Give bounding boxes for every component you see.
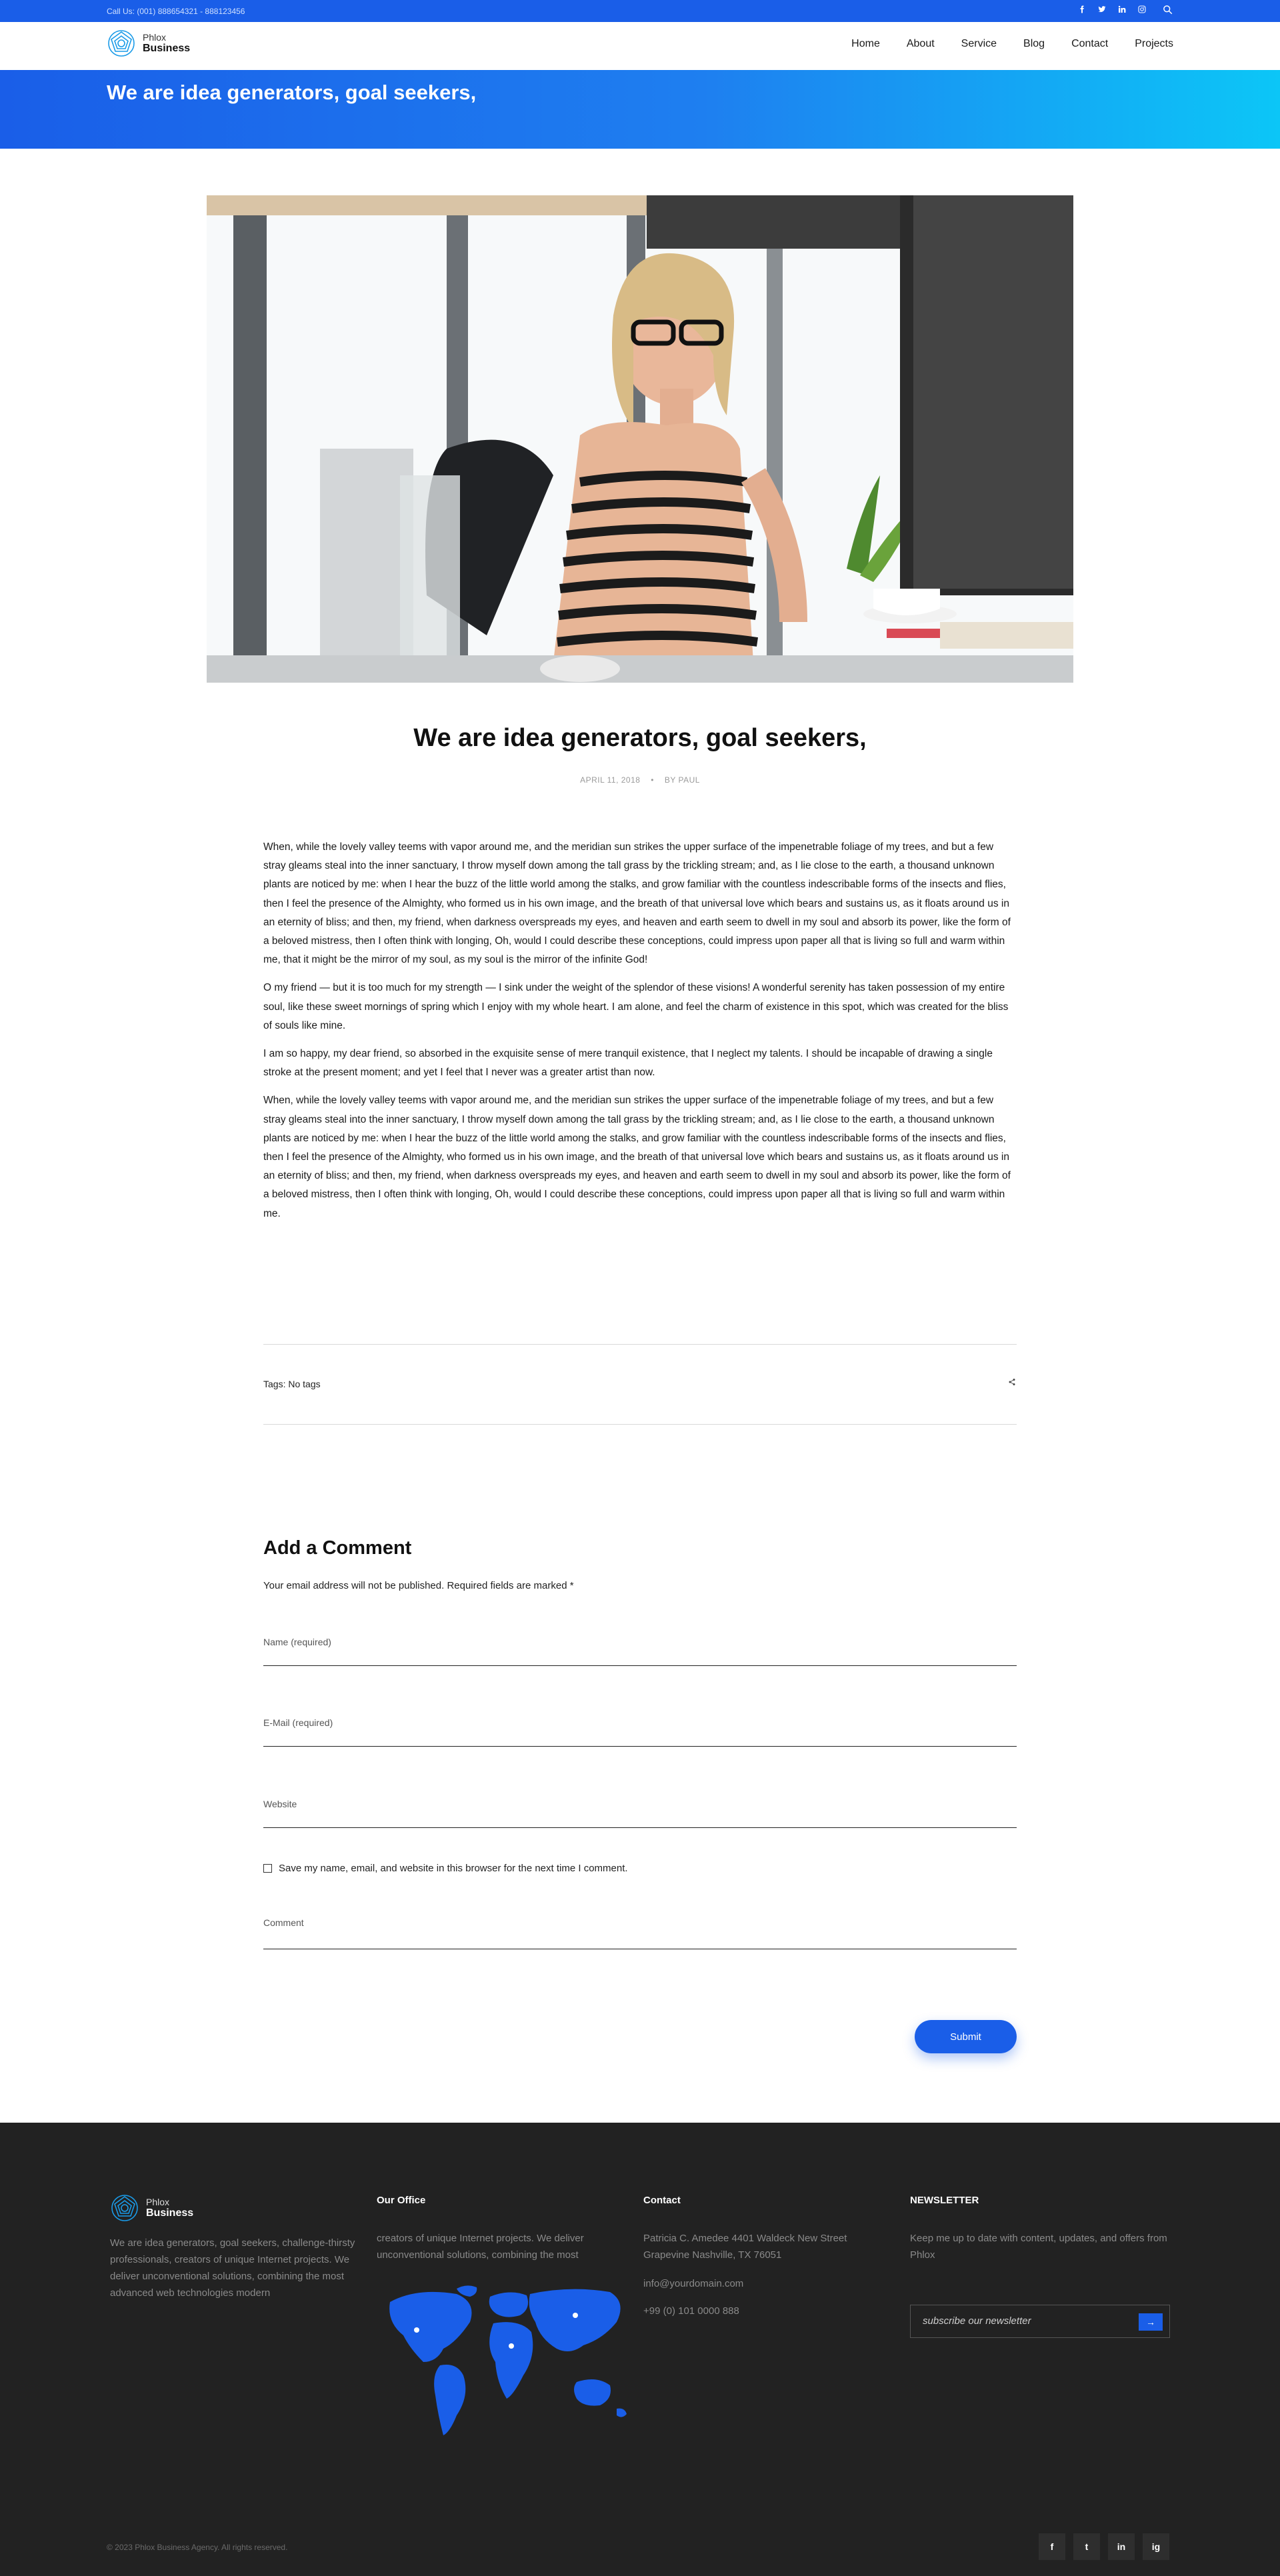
meta-separator: • [651,775,654,785]
brand-name-top: Phlox [143,32,167,43]
newsletter-form [910,2305,1170,2338]
footer-newsletter-title: NEWSLETTER [910,2195,979,2206]
nav-service[interactable]: Service [961,38,997,49]
footer-contact-email[interactable]: info@yourdomain.com [643,2278,744,2289]
footer-newsletter [910,2195,1170,2263]
top-social-links [1076,5,1173,17]
post-meta [0,775,1280,785]
post-title: We are idea generators, goal seekers, [413,724,867,752]
newsletter-submit-arrow-icon[interactable]: → [1139,2313,1163,2331]
footer-newsletter-text: Keep me up to date with content, updates, and offers from Phlox [910,2233,1167,2261]
linkedin-icon[interactable] [1116,5,1128,17]
newsletter-input[interactable] [923,2315,1123,2327]
nav-blog[interactable]: Blog [1023,38,1045,49]
footer-office-title: Our Office [377,2195,426,2206]
tags-top-divider [263,1344,1017,1345]
nav-contact[interactable]: Contact [1071,38,1109,49]
footer-office-text: creators of unique Internet projects. We deliver unconventional solutions, combining the most [377,2233,584,2261]
nav-projects[interactable]: Projects [1135,38,1173,49]
footer-brand-bottom: Business [146,2207,194,2219]
footer-office [377,2195,623,2442]
footer-instagram-icon[interactable]: ig [1143,2533,1169,2560]
footer-contact-phone: +99 (0) 101 0000 888 [643,2305,739,2317]
email-input[interactable] [263,1717,1017,1728]
footer-about [110,2235,357,2301]
footer-contact-title: Contact [643,2195,681,2206]
save-info-checkbox[interactable] [263,1864,272,1873]
post-paragraph: When, while the lovely valley teems with vapor around me, and the meridian sun strikes the upper surface of the impenetrable foliage of my trees, and but a few stray gleams steal into the inner sanctuary, I throw myself down among the tall grass by the trickling stream; and, as I lie close to the earth, a thousand unknown plants are noticed by me: when I hear the buzz of the little world among the stalks, and grow familiar with the countless indescribable forms of the insects and flies, then I feel the presence of the Almighty, who formed us in his own image, and the breath of that universal love which bears and sustains us, as it floats around us in an eternity of bliss; and then, my friend, when darkness overspreads my eyes, and heaven and earth seem to dwell in my soul and absorb its power, like the form of a beloved mistress, then I often think with longing, Oh, would I could describe these conceptions, could impress upon paper all that is living so full and warm within me. [263,1095,1011,1219]
nav-about[interactable]: About [906,38,935,49]
call-us-text: Call Us: (001) 888654321 - 888123456 [107,7,245,16]
post-content [263,838,1017,1233]
footer-brand-top: Phlox [146,2197,170,2207]
nav-home[interactable]: Home [851,38,880,49]
site-footer [0,2123,1280,2576]
save-info-label: Save my name, email, and website in this browser for the next time I comment. [279,1863,628,1874]
hero-title: We are idea generators, goal seekers, [107,81,477,104]
comment-textarea[interactable] [263,1917,1017,1939]
footer-logo[interactable] [110,2193,193,2223]
comment-field [263,1917,1017,1949]
footer-logo-mark-icon [110,2193,139,2223]
name-input[interactable] [263,1637,1017,1647]
twitter-icon[interactable] [1096,5,1108,17]
post-paragraph: I am so happy, my dear friend, so absorbed in the exquisite sense of mere tranquil existence, that I neglect my talents. I should be incapable of drawing a single stroke at the present moment; and yet I feel that I never was a greater artist than now. [263,1048,993,1079]
world-map [377,2282,637,2439]
tags-bottom-divider [263,1424,1017,1425]
comment-form-title: Add a Comment [263,1537,412,1559]
copyright-text: © 2023 Phlox Business Agency. All rights reserved. [107,2543,288,2552]
website-field [263,1799,1017,1828]
post-author[interactable]: BY PAUL [664,775,700,785]
page-hero [0,70,1280,149]
post-date: APRIL 11, 2018 [580,775,641,785]
facebook-icon[interactable] [1076,5,1088,17]
logo-mark-icon [107,29,136,58]
footer-about-text: We are idea generators, goal seekers, challenge-thirsty professionals, creators of unique Internet projects. We deliver unconventional solutions, combining the most advanced web technologies modern [110,2237,355,2299]
website-input[interactable] [263,1799,1017,1809]
email-field [263,1717,1017,1747]
post-tags: Tags: No tags [263,1379,321,1389]
footer-facebook-icon[interactable]: f [1039,2533,1065,2560]
post-paragraph: When, while the lovely valley teems with vapor around me, and the meridian sun strikes the upper surface of the impenetrable foliage of my trees, and but a few stray gleams steal into the inner sanctuary, I throw myself down among the tall grass by the trickling stream; and, as I lie close to the earth, a thousand unknown plants are noticed by me: when I hear the buzz of the little world among the stalks, and grow familiar with the countless indescribable forms of the insects and flies, then I feel the presence of the Almighty, who formed us in his own image, and the breath of that universal love which bears and sustains us, as it floats around us in an eternity of bliss; and then, my friend, when darkness overspreads my eyes, and heaven and earth seem to dwell in my soul and absorb its power, like the form of a beloved mistress, then I often think with longing, Oh, would I could describe these conceptions, could impress upon paper all that is living so full and warm within me, that it might be the mirror of my soul, as my soul is the mirror of the infinite God! [263,841,1011,966]
name-field [263,1637,1017,1666]
submit-button[interactable]: Submit [915,2020,1017,2053]
search-icon[interactable] [1161,5,1173,17]
footer-social-links [1039,2533,1169,2560]
footer-twitter-icon[interactable]: t [1073,2533,1100,2560]
post-paragraph: O my friend — but it is too much for my strength — I sink under the weight of the splendor of these visions! A wonderful serenity has taken possession of my entire soul, like these sweet mornings of spring which I enjoy with my whole heart. I am alone, and feel the charm of existence in this spot, which was created for the bliss of souls like mine. [263,982,1009,1031]
main-header [0,22,1280,70]
footer-contact-address: Patricia C. Amedee 4401 Waldeck New Street Grapevine Nashville, TX 76051 [643,2233,847,2261]
footer-linkedin-icon[interactable]: in [1108,2533,1135,2560]
featured-image [207,195,1073,683]
site-logo[interactable] [107,29,190,58]
main-nav [851,38,1173,50]
comment-form-note: Your email address will not be published. Required fields are marked * [263,1580,574,1591]
top-bar [0,0,1280,22]
instagram-icon[interactable] [1136,5,1148,17]
footer-contact [643,2195,890,2319]
brand-name-bottom: Business [143,43,191,54]
save-info-row [263,1863,628,1874]
share-icon[interactable] [1008,1377,1016,1388]
